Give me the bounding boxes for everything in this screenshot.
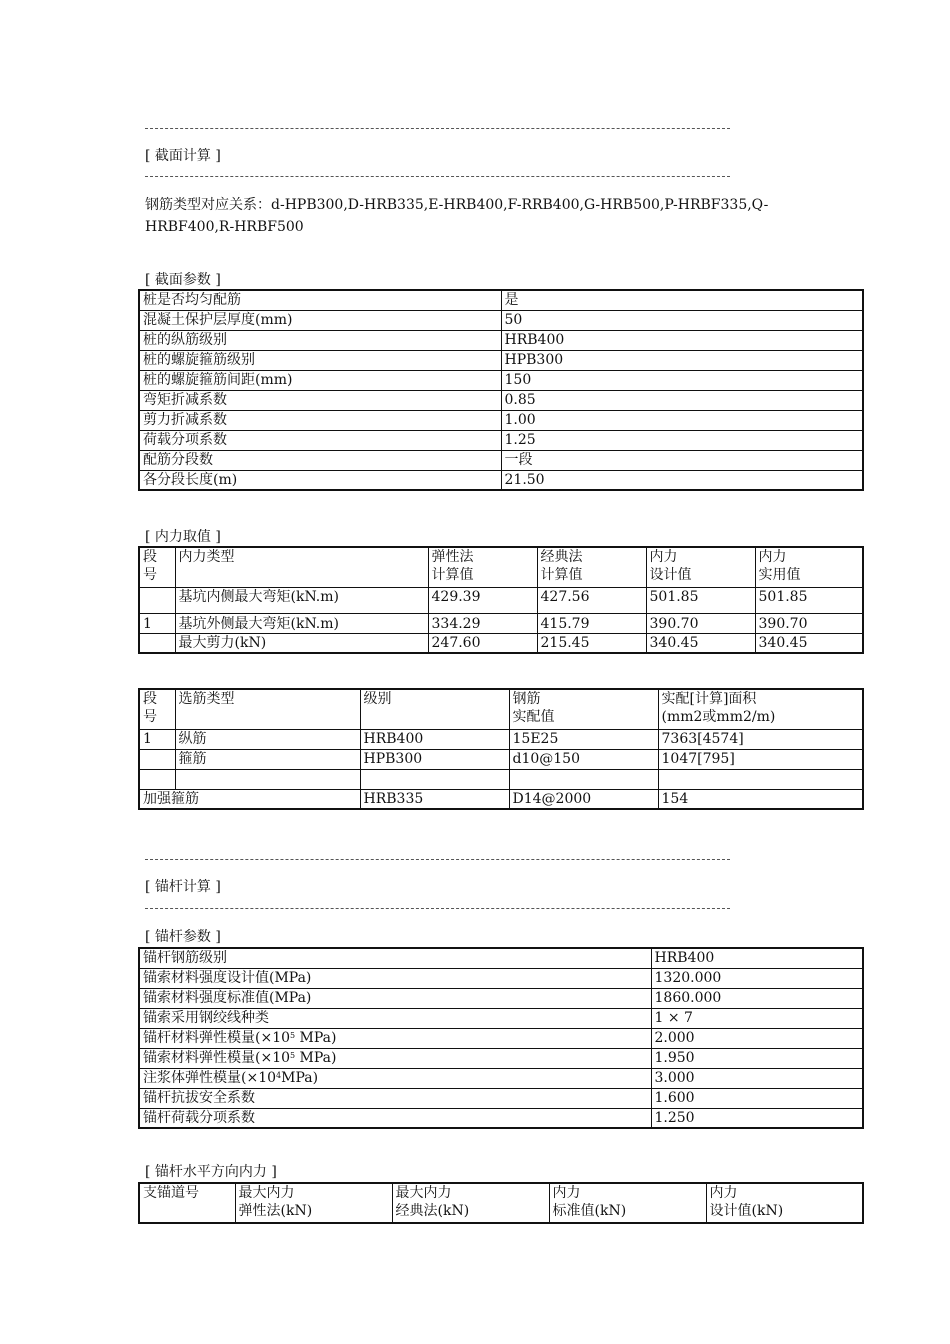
param-value: 50: [501, 310, 863, 330]
param-value: 1.950: [651, 1048, 863, 1068]
param-value: HRB400: [651, 948, 863, 968]
internal-force-title: [ 内力取值 ]: [145, 529, 221, 545]
param-label: 混凝土保护层厚度(mm): [139, 310, 501, 330]
table-row: [139, 633, 863, 653]
data-cell: 429.39: [428, 587, 537, 613]
column-header: 最大内力 经典法(kN): [392, 1183, 549, 1223]
param-label: 锚杆钢筋级别: [139, 948, 651, 968]
param-value: 是: [501, 290, 863, 310]
segment-cell: [139, 587, 175, 613]
segment-cell: [139, 633, 175, 653]
table-row: [139, 968, 863, 988]
data-cell: 340.45: [755, 633, 863, 653]
param-label: 各分段长度(m): [139, 470, 501, 490]
divider: [145, 859, 730, 860]
data-cell: 501.85: [646, 587, 755, 613]
data-cell: 247.60: [428, 633, 537, 653]
table-row: [139, 1088, 863, 1108]
column-header: 内力 标准值(kN): [549, 1183, 706, 1223]
param-value: HPB300: [501, 350, 863, 370]
param-label: 桩的纵筋级别: [139, 330, 501, 350]
exponent: 4: [276, 1070, 282, 1080]
data-cell: 154: [658, 789, 863, 809]
header-row: [139, 689, 863, 729]
section-params-title: [ 截面参数 ]: [145, 272, 221, 288]
column-header: 弹性法 计算值: [428, 547, 537, 587]
data-cell: d10@150: [509, 749, 658, 769]
table-row: [139, 290, 863, 310]
data-cell: 501.85: [755, 587, 863, 613]
anchor-params-title: [ 锚杆参数 ]: [145, 929, 221, 945]
table-row: [139, 310, 863, 330]
data-cell: 7363[4574]: [658, 729, 863, 749]
divider: [145, 128, 730, 129]
param-value: HRB400: [501, 330, 863, 350]
data-cell: 15E25: [509, 729, 658, 749]
data-cell: 基坑外侧最大弯矩(kN.m): [175, 613, 428, 633]
anchor-force-title: [ 锚杆水平方向内力 ]: [145, 1164, 277, 1180]
table-row: [139, 470, 863, 490]
data-cell: 加强箍筋: [139, 789, 360, 809]
header-row: [139, 1183, 863, 1223]
table-row: [139, 769, 863, 789]
table-row: [139, 1008, 863, 1028]
table-row: [139, 729, 863, 749]
param-value: 1.25: [501, 430, 863, 450]
table-row: [139, 350, 863, 370]
exponent: 5: [290, 1050, 296, 1060]
column-header: 内力 实用值: [755, 547, 863, 587]
divider: [145, 908, 730, 909]
table-row: [139, 390, 863, 410]
data-cell: 427.56: [537, 587, 646, 613]
table-row: [139, 1028, 863, 1048]
divider: [145, 176, 730, 177]
column-header: 支锚道号: [139, 1183, 235, 1223]
data-cell: [658, 769, 863, 789]
anchor-calc-title: [ 锚杆计算 ]: [145, 879, 221, 895]
rebar-map-line2: HRBF400,R-HRBF500: [145, 219, 304, 235]
param-value: 3.000: [651, 1068, 863, 1088]
data-cell: HPB300: [360, 749, 509, 769]
param-value: 1860.000: [651, 988, 863, 1008]
param-label: 锚索采用钢绞线种类: [139, 1008, 651, 1028]
param-label: 桩是否均匀配筋: [139, 290, 501, 310]
internal-force-table: [138, 546, 864, 654]
param-value: 一段: [501, 450, 863, 470]
param-value: 1320.000: [651, 968, 863, 988]
anchor-params-table: [138, 947, 864, 1129]
column-header: 内力类型: [175, 547, 428, 587]
param-label: 锚索材料强度设计值(MPa): [139, 968, 651, 988]
param-label: 配筋分段数: [139, 450, 501, 470]
anchor-force-table: [138, 1182, 864, 1224]
data-cell: 390.70: [646, 613, 755, 633]
param-label: 锚索材料弹性模量($\times 10^5$ MPa): [139, 1048, 651, 1068]
table-row: [139, 789, 863, 809]
param-value: 1 × 7: [651, 1008, 863, 1028]
param-label: 荷载分项系数: [139, 430, 501, 450]
data-cell: 334.29: [428, 613, 537, 633]
param-label: 桩的螺旋箍筋间距(mm): [139, 370, 501, 390]
section-calc-title: [ 截面计算 ]: [145, 148, 221, 164]
param-label: 桩的螺旋箍筋级别: [139, 350, 501, 370]
data-cell: 纵筋: [175, 729, 360, 749]
column-header: 实配[计算]面积 (mm2或mm2/m): [658, 689, 863, 729]
column-header: 经典法 计算值: [537, 547, 646, 587]
data-cell: 1047[795]: [658, 749, 863, 769]
param-value: 21.50: [501, 470, 863, 490]
data-cell: 215.45: [537, 633, 646, 653]
param-value: 150: [501, 370, 863, 390]
param-value: 0.85: [501, 390, 863, 410]
table-row: [139, 613, 863, 633]
param-label: 锚杆荷载分项系数: [139, 1108, 651, 1128]
param-label: 剪力折减系数: [139, 410, 501, 430]
param-label: 锚索材料强度标准值(MPa): [139, 988, 651, 1008]
segment-cell: [139, 769, 175, 789]
table-row: [139, 587, 863, 613]
column-header: 段 号: [139, 689, 175, 729]
table-row: [139, 1068, 863, 1088]
reinforcement-table: [138, 688, 864, 810]
param-value: 2.000: [651, 1028, 863, 1048]
table-row: [139, 749, 863, 769]
param-label: 注浆体弹性模量$(\times 10^4MPa)$: [139, 1068, 651, 1088]
data-cell: HRB400: [360, 729, 509, 749]
table-row: [139, 330, 863, 350]
column-header: 内力 设计值: [646, 547, 755, 587]
table-row: [139, 948, 863, 968]
column-header: 段 号: [139, 547, 175, 587]
table-row: [139, 1048, 863, 1068]
table-row: [139, 988, 863, 1008]
segment-cell: 1: [139, 729, 175, 749]
data-cell: 340.45: [646, 633, 755, 653]
data-cell: 最大剪力(kN): [175, 633, 428, 653]
data-cell: 箍筋: [175, 749, 360, 769]
table-row: [139, 430, 863, 450]
data-cell: D14@2000: [509, 789, 658, 809]
param-label: 锚杆抗拔安全系数: [139, 1088, 651, 1108]
data-cell: 390.70: [755, 613, 863, 633]
param-value: 1.00: [501, 410, 863, 430]
param-label: 锚杆材料弹性模量($\times 10^5$ MPa): [139, 1028, 651, 1048]
rebar-map-line1: 钢筋类型对应关系：d-HPB300,D-HRB335,E-HRB400,F-RRB400,G-HRB500,P-HRBF335,Q-: [145, 197, 769, 213]
data-cell: 415.79: [537, 613, 646, 633]
param-value: 1.600: [651, 1088, 863, 1108]
column-header: 级别: [360, 689, 509, 729]
param-value: 1.250: [651, 1108, 863, 1128]
table-row: [139, 410, 863, 430]
table-row: [139, 450, 863, 470]
data-cell: [509, 769, 658, 789]
table-row: [139, 1108, 863, 1128]
segment-cell: [139, 749, 175, 769]
data-cell: 基坑内侧最大弯矩(kN.m): [175, 587, 428, 613]
column-header: 钢筋 实配值: [509, 689, 658, 729]
column-header: 内力 设计值(kN): [706, 1183, 863, 1223]
segment-cell: 1: [139, 613, 175, 633]
param-label: 弯矩折减系数: [139, 390, 501, 410]
data-cell: [175, 769, 360, 789]
table-row: [139, 370, 863, 390]
exponent: 5: [290, 1030, 296, 1040]
data-cell: HRB335: [360, 789, 509, 809]
column-header: 最大内力 弹性法(kN): [235, 1183, 392, 1223]
data-cell: [360, 769, 509, 789]
header-row: [139, 547, 863, 587]
column-header: 选筋类型: [175, 689, 360, 729]
section-params-table: [138, 289, 864, 491]
